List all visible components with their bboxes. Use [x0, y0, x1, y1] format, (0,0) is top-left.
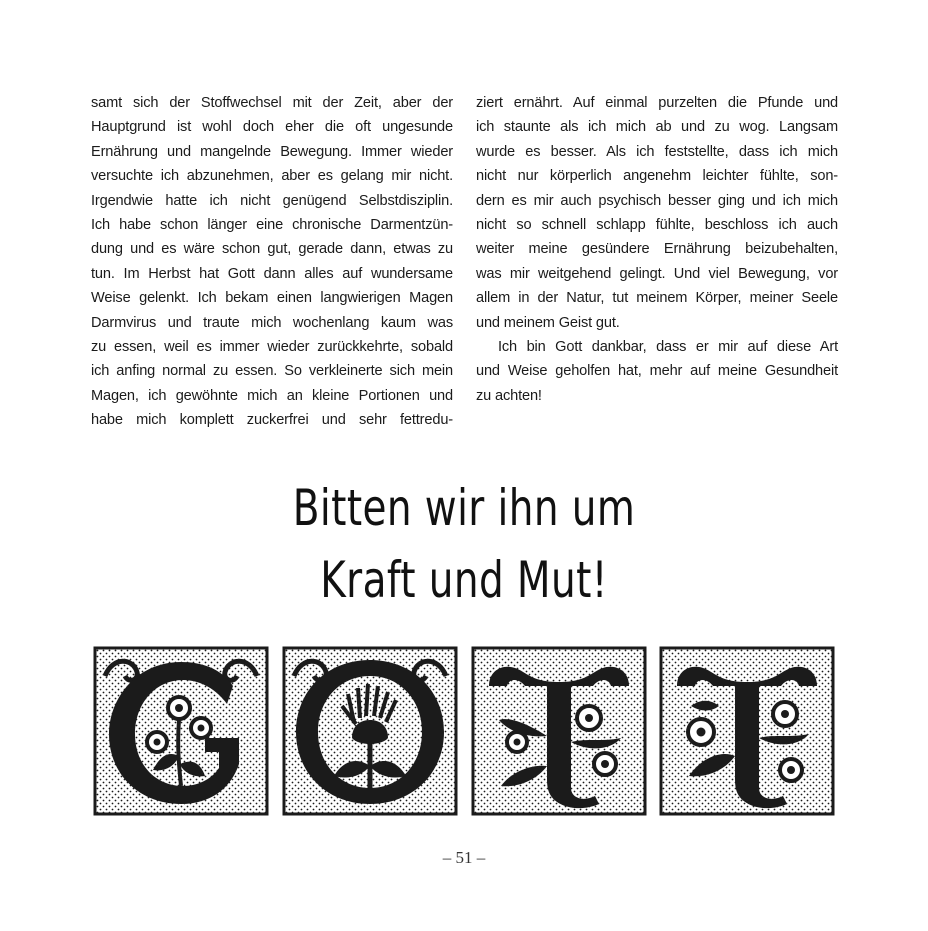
text-line: allem in der Natur, tut meinem Körper, meiner Seele	[476, 290, 838, 307]
text-line: Ich bin Gott dankbar, dass er mir auf diese Art	[498, 339, 838, 356]
text-line: tun. Im Herbst hat Gott dann alles auf wundersame	[91, 265, 453, 282]
text-line: Ich habe schon länger eine chronische Darmentzün-	[91, 217, 453, 234]
headline-line-2: Kraft und Mut!	[320, 551, 608, 609]
text-line: Irgendwie hatte ich nicht genügend Selbstdisziplin.	[91, 192, 453, 209]
text-line: zu essen, weil es immer wieder zurückkehrte, sobald	[91, 339, 453, 356]
text-line: versuchte ich abzunehmen, aber es gelang mir nicht.	[91, 168, 453, 185]
initial-letter-t	[471, 646, 647, 816]
text-line: ziert ernährt. Auf einmal purzelten die Pfunde und	[476, 95, 838, 111]
text-line: und meinem Geist gut.	[476, 314, 620, 331]
text-line: wurde es besser. Als ich feststellte, dass ich mich	[476, 143, 838, 160]
text-line: dern es mir auch psychisch besser ging und ich mich	[476, 192, 838, 209]
page-number: – 51 –	[442, 848, 486, 867]
text-line: Weise gelenkt. Ich bekam einen langwierigen Magen	[91, 290, 453, 307]
decorative-initials	[93, 646, 835, 816]
initial-letter-t	[659, 646, 835, 816]
left-text-column	[91, 91, 453, 433]
text-line: ich anfing normal zu essen. So verkleinerte sich mein	[91, 363, 453, 380]
text-line: nicht so schnell schlapp fühlte, beschloss ich auch	[476, 217, 838, 234]
text-line: und Weise geholfen hat, mehr auf meine Gesundheit	[476, 363, 838, 380]
text-line: dung und es wäre schon gut, gerade dann, etwas zu	[91, 241, 453, 258]
text-line: was mir weitgehend gelingt. Und viel Bewegung, vor	[476, 265, 838, 282]
headline	[102, 472, 826, 616]
initial-letter-o	[282, 646, 458, 816]
initial-letter-g	[93, 646, 269, 816]
text-line: Hauptgrund ist wohl doch eher die oft ungesunde	[91, 119, 453, 136]
right-text-column	[476, 91, 838, 408]
text-line: ich staunte als ich mich ab und zu wog. Langsam	[476, 119, 838, 136]
text-line: nicht nur körperlich angenehm leichter fühlte, son-	[476, 168, 838, 185]
text-line: weiter meine gesündere Ernährung beizubehalten,	[476, 241, 838, 258]
text-line: habe mich komplett zuckerfrei und sehr fettredu-	[91, 412, 453, 429]
text-line: samt sich der Stoffwechsel mit der Zeit, aber der	[91, 95, 453, 111]
text-line: Ernährung und mangelnde Bewegung. Immer wieder	[91, 143, 453, 160]
text-line: zu achten!	[476, 387, 542, 404]
text-line: Darmvirus und traute mich wochenlang kaum was	[91, 314, 453, 331]
text-line: Magen, ich gewöhnte mich an kleine Portionen und	[91, 387, 453, 404]
headline-line-1: Bitten wir ihn um	[292, 479, 636, 537]
